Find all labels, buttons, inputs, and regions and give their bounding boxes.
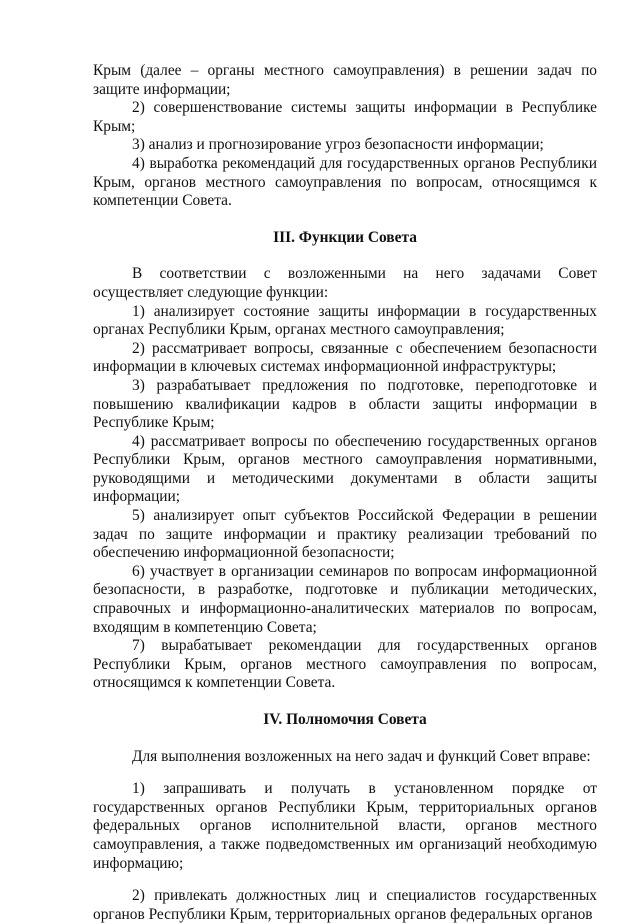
section-heading-powers: IV. Полномочия Совета: [263, 711, 427, 728]
document-page: [93, 62, 597, 924]
list-item: 4) рассматривает вопросы по обеспечению государственных органов Республики Крым, органов местного самоуправления нормативными, руководящими и методическими документами в области защиты информации;: [93, 432, 597, 506]
paragraph: Крым (далее – органы местного самоуправления) в решении задач по защите информации;: [93, 62, 597, 98]
paragraph: 4) выработка рекомендаций для государственных органов Республики Крым, органов местного самоуправления по вопросам, относящимся к компетенции Совета.: [93, 154, 597, 210]
section-intro: В соответствии с возложенными на него задачами Совет осуществляет следующие функции:: [93, 265, 597, 301]
list-item: 5) анализирует опыт субъектов Российской Федерации в решении задач по защите информации и практику реализации требований по обеспечению информационной безопасности;: [93, 507, 597, 562]
list-item: 2) привлекать должностных лиц и специалистов государственных органов Республики Крым, территориальных органов федеральных органов: [93, 887, 597, 923]
list-item: 3) разрабатывает предложения по подготовке, переподготовке и повышению квалификации кадров в области защиты информации в Республике Крым;: [93, 376, 597, 432]
section-heading-functions: III. Функции Совета: [273, 228, 417, 246]
list-item: 7) вырабатывает рекомендации для государственных органов Республики Крым, органов местного самоуправления по вопросам, относящимся к компетенции Совета.: [93, 637, 597, 692]
paragraph: 2) совершенствование системы защиты информации в Республике Крым;: [93, 99, 597, 135]
section-intro: Для выполнения возложенных на него задач и функций Совет вправе:: [132, 747, 591, 765]
paragraph: 3) анализ и прогнозирование угроз безопасности информации;: [132, 136, 544, 154]
list-item: 6) участвует в организации семинаров по вопросам информационной безопасности, в разработке, подготовке и публикации методических, справочных и информационно-аналитических материалов по вопросам, входящим в компетенцию Совета;: [93, 562, 597, 636]
list-item: 1) запрашивать и получать в установленном порядке от государственных органов Республики Крым, территориальных органов федеральных органов исполнительной власти, органов местного самоуправления, а также подведомственных им организаций необходимую информацию;: [93, 780, 597, 872]
list-item: 1) анализирует состояние защиты информации в государственных органах Республики Крым, органах местного самоуправления;: [93, 302, 597, 339]
list-item: 2) рассматривает вопросы, связанные с обеспечением безопасности информации в ключевых системах информационной инфраструктуры;: [93, 339, 597, 376]
